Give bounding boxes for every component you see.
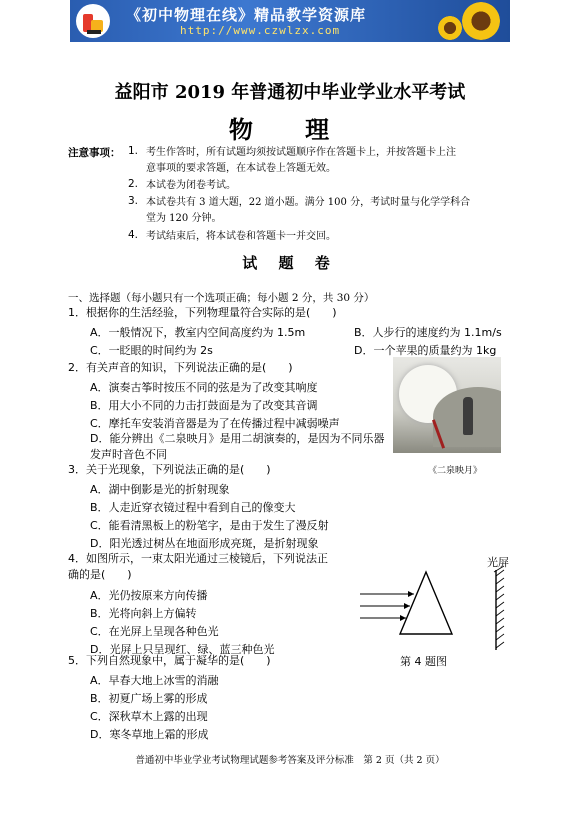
section-note: （每小题只有一个选项正确；每小题 2 分，共 30 分） [120, 292, 375, 304]
option-c: C．一眨眼的时间约为 2s [90, 344, 213, 357]
option-d: D．一个苹果的质量约为 1kg [354, 344, 497, 357]
note-line: 堂为 120 分钟。 [146, 213, 222, 224]
section-header [68, 290, 374, 305]
note-line: 本试卷共有 3 道大题，22 道小题。满分 100 分，考试时量与化学学科合 [146, 197, 471, 208]
option-c: C．深秋草木上露的出现 [90, 710, 208, 723]
subject-title: 物 理 [228, 115, 352, 144]
option-d: D．光屏上只呈现红、绿、蓝三种色光 [90, 643, 275, 656]
option-c: C．在光屏上呈现各种色光 [90, 625, 219, 638]
question-stem-line: 确的是( ) [68, 568, 132, 581]
ray-arrow [408, 591, 414, 597]
erquan-yingyue-painting [393, 357, 501, 453]
option-c: C．能看清黑板上的粉笔字，是由于发生了漫反射 [90, 519, 329, 532]
section-label: 一、选择题 [68, 292, 121, 304]
paper-title: 试 题 卷 [242, 254, 338, 272]
option-a: A．早春大地上冰雪的消融 [90, 674, 219, 687]
page-footer: 普通初中毕业学业考试物理试题参考答案及评分标准 第 2 页（共 2 页） [135, 755, 445, 766]
note-number: 1. [128, 145, 139, 157]
note-number: 3. [128, 195, 139, 207]
option-a: A．演奏古筝时按压不同的弦是为了改变其响度 [90, 381, 318, 394]
banner-url[interactable]: http://www.czwlzx.com [180, 24, 341, 37]
option-a: A．湖中倒影是光的折射现象 [90, 483, 230, 496]
screen-hatching [496, 570, 504, 648]
note-line: 意事项的要求答题，在本试卷上答题无效。 [146, 163, 336, 174]
screen-label: 光屏 [487, 556, 509, 569]
option-d: D．寒冬草地上霜的形成 [90, 728, 209, 741]
option-d: D．阳光透过树丛在地面形成亮斑，是折射现象 [90, 537, 319, 550]
header-banner [70, 0, 510, 42]
option-b: B．初夏广场上雾的形成 [90, 692, 208, 705]
option-a: A．光仍按原来方向传播 [90, 589, 208, 602]
question-stem: 3．关于光现象，下列说法正确的是( ) [68, 463, 271, 476]
sunflower-icon [462, 2, 500, 40]
banner-title: 《初中物理在线》精品教学资源库 [126, 6, 367, 24]
note-number: 4. [128, 229, 139, 241]
question-stem-line: 4．如图所示，一束太阳光通过三棱镜后，下列说法正 [68, 552, 328, 565]
option-b: B．光将向斜上方偏转 [90, 607, 197, 620]
question-stem: 1．根据你的生活经验，下列物理量符合实际的是( ) [68, 306, 337, 319]
option-b: B．用大小不同的力击打鼓面是为了改变其音调 [90, 399, 318, 412]
sunflower-icon [438, 16, 462, 40]
option-d: D．能分辨出《二泉映月》是用二胡演奏的，是因为不同乐器发声时音色不同 [90, 432, 385, 461]
option-b: B．人走近穿衣镜过程中看到自己的像变大 [90, 501, 296, 514]
question-stem: 2．有关声音的知识，下列说法正确的是( ) [68, 361, 293, 374]
exam-title: 益阳市 2019 年普通初中毕业学业水平考试 [114, 82, 466, 103]
note-line: 考试结束后，将本试卷和答题卡一并交回。 [146, 231, 336, 242]
painting-caption: 《二泉映月》 [428, 466, 483, 476]
site-logo-icon [76, 4, 110, 38]
option-b: B．人步行的速度约为 1.1m/s [354, 326, 502, 339]
figure-4-label: 第 4 题图 [400, 655, 447, 668]
question-stem: 5．下列自然现象中，属于凝华的是( ) [68, 654, 271, 667]
prism-triangle [400, 572, 452, 634]
option-c: C．摩托车安装消音器是为了在传播过程中减弱噪声 [90, 417, 340, 430]
note-line: 考生作答时，所有试题均须按试题顺序作在答题卡上，并按答题卡上注 [146, 147, 456, 158]
note-number: 2. [128, 178, 139, 190]
notes-label: 注意事项： [68, 147, 121, 159]
ray-arrow [404, 603, 410, 609]
option-a: A．一般情况下，教室内空间高度约为 1.5m [90, 326, 306, 339]
note-line: 本试卷为闭卷考试。 [146, 180, 236, 191]
